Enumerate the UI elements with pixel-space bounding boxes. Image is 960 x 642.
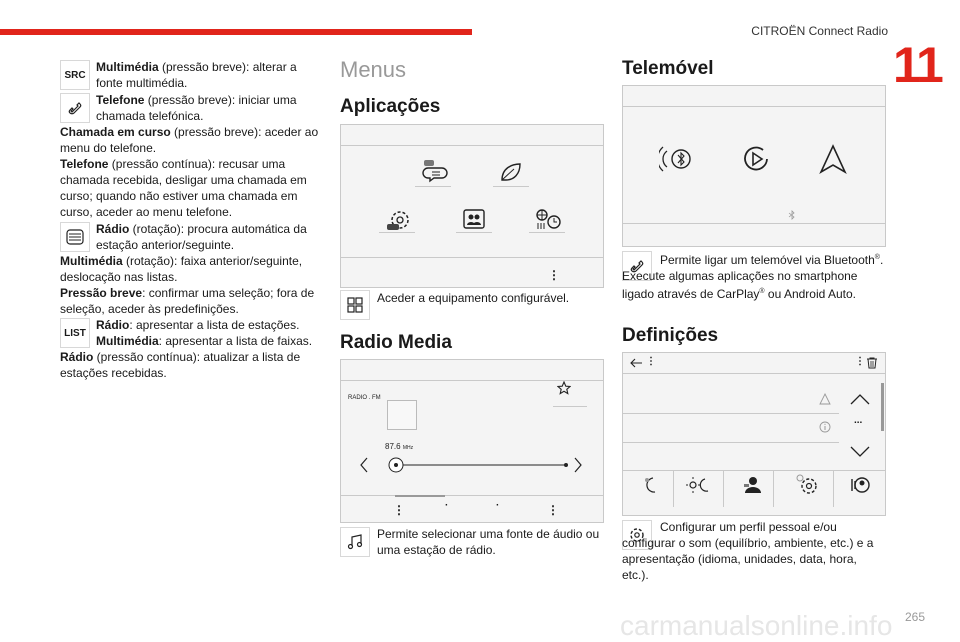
frequency-slider[interactable] — [386, 455, 571, 475]
scroll-down-icon[interactable] — [849, 445, 871, 459]
apps-screen — [340, 124, 604, 288]
paragraph-multimedia: Multimédia (pressão breve): alterar a fonte multimédia. — [96, 60, 297, 90]
paragraph-telefone-long: Telefone (pressão contínua): recusar uma chamada recebida, desligar uma chamada em curso; quando não estiver uma chamada em curso, aceder ao menu telefone. — [60, 157, 307, 219]
warning-icon — [819, 393, 831, 405]
radio-caption: Permite selecionar uma fonte de áudio ou uma estação de rádio. — [377, 527, 600, 557]
settings-menu-dots-left[interactable]: ⋮ — [646, 356, 656, 367]
audio-settings-icon[interactable] — [849, 474, 871, 496]
back-arrow-icon[interactable] — [629, 357, 643, 369]
phone-icon — [60, 93, 90, 123]
paragraph-radio-rotation: Rádio (rotação): procura automática da estação anterior/seguinte. — [96, 222, 307, 252]
phone-heading: Telemóvel — [622, 58, 714, 79]
day-night-icon[interactable] — [686, 476, 712, 494]
next-station-icon[interactable] — [573, 457, 583, 473]
paragraph-chamada: Chamada em curso (pressão breve): aceder ao menu do telefone. — [60, 125, 319, 155]
settings-menu-dots-right[interactable]: ⋮ — [855, 356, 865, 367]
trash-icon[interactable] — [866, 357, 878, 369]
watermark: carmanualsonline.info — [620, 610, 893, 641]
paragraph-pressao-breve: Pressão breve: confirmar uma seleção; fora de seleção, aceder às predefinições. — [60, 286, 315, 316]
radio-menu-dots-left[interactable]: ⋮ — [393, 503, 405, 517]
profile-icon[interactable] — [742, 476, 762, 494]
bluetooth-status-icon — [788, 210, 796, 220]
car-settings-icon[interactable] — [385, 207, 413, 235]
contacts-app-icon[interactable] — [463, 209, 485, 229]
eco-leaf-icon[interactable] — [498, 160, 524, 184]
paragraph-radio-update: Rádio (pressão contínua): atualizar a lista de estações recebidas. — [60, 350, 301, 380]
src-badge: SRC — [64, 69, 86, 81]
info-icon — [819, 421, 831, 433]
settings-heading: Definições — [622, 325, 719, 346]
radio-frequency: 87.6 MHz — [385, 442, 414, 451]
header-title: CITROËN Connect Radio — [751, 24, 888, 38]
active-tab-indicator — [395, 495, 445, 497]
list-badge: LIST — [64, 327, 86, 339]
bluetooth-icon[interactable] — [659, 141, 699, 177]
radio-menu-dots-right[interactable]: ⋮ — [547, 503, 559, 517]
paragraph-multimedia-rotation: Multimédia (rotação): faixa anterior/seguinte, deslocação nas listas. — [60, 254, 303, 284]
favourite-star-icon[interactable] — [557, 381, 571, 395]
android-auto-icon[interactable] — [819, 144, 847, 174]
previous-station-icon[interactable] — [359, 457, 369, 473]
src-button-icon — [60, 60, 90, 90]
paragraph-multimedia-list: Multimédia: apresentar a lista de faixas. — [96, 334, 313, 348]
system-settings-icon[interactable] — [795, 474, 819, 496]
apps-grid-icon — [340, 290, 370, 320]
apps-heading: Aplicações — [340, 96, 441, 117]
music-note-icon — [340, 527, 370, 557]
settings-scrollbar[interactable] — [881, 383, 884, 431]
climate-timer-icon[interactable] — [533, 207, 563, 233]
radio-screen — [340, 359, 604, 523]
phone-screen — [622, 85, 886, 247]
phone-caption: Permite ligar um telemóvel via Bluetooth®. Execute algumas aplicações no smartphone ligado através de CarPlay® ou Android Auto. — [622, 253, 884, 301]
settings-caption: Configurar um perfil pessoal e/ou configurar o som (equilíbrio, ambiente, etc.) e a apresentação (idioma, unidades, data, hora, etc.). — [622, 520, 874, 582]
scroll-up-icon[interactable] — [849, 392, 871, 406]
list-button-icon — [60, 318, 90, 348]
radio-tab-dot-2[interactable]: · — [496, 500, 500, 511]
page-number: 265 — [905, 610, 926, 624]
rotary-knob-icon — [60, 222, 90, 252]
menus-heading: Menus — [340, 57, 407, 82]
station-artwork — [387, 400, 417, 430]
settings-more[interactable]: ... — [854, 415, 863, 426]
paragraph-radio-list: Rádio: apresentar a lista de estações. — [96, 318, 300, 332]
night-mode-icon[interactable] — [643, 476, 661, 494]
chapter-number: 11 — [893, 37, 942, 93]
apps-menu-dots[interactable]: ⋮ — [548, 268, 560, 282]
settings-screen — [622, 352, 886, 516]
carplay-icon[interactable] — [741, 144, 771, 174]
radio-media-heading: Radio Media — [340, 332, 452, 353]
paragraph-telefone: Telefone (pressão breve): iniciar uma chamada telefónica. — [96, 93, 297, 123]
apps-caption: Aceder a equipamento configurável. — [377, 291, 570, 305]
header-red-bar — [0, 29, 472, 35]
radio-tab-dot-1[interactable]: · — [445, 500, 449, 511]
sms-app-icon[interactable] — [418, 158, 452, 184]
radio-source-label: RADIO . FM — [348, 395, 381, 401]
